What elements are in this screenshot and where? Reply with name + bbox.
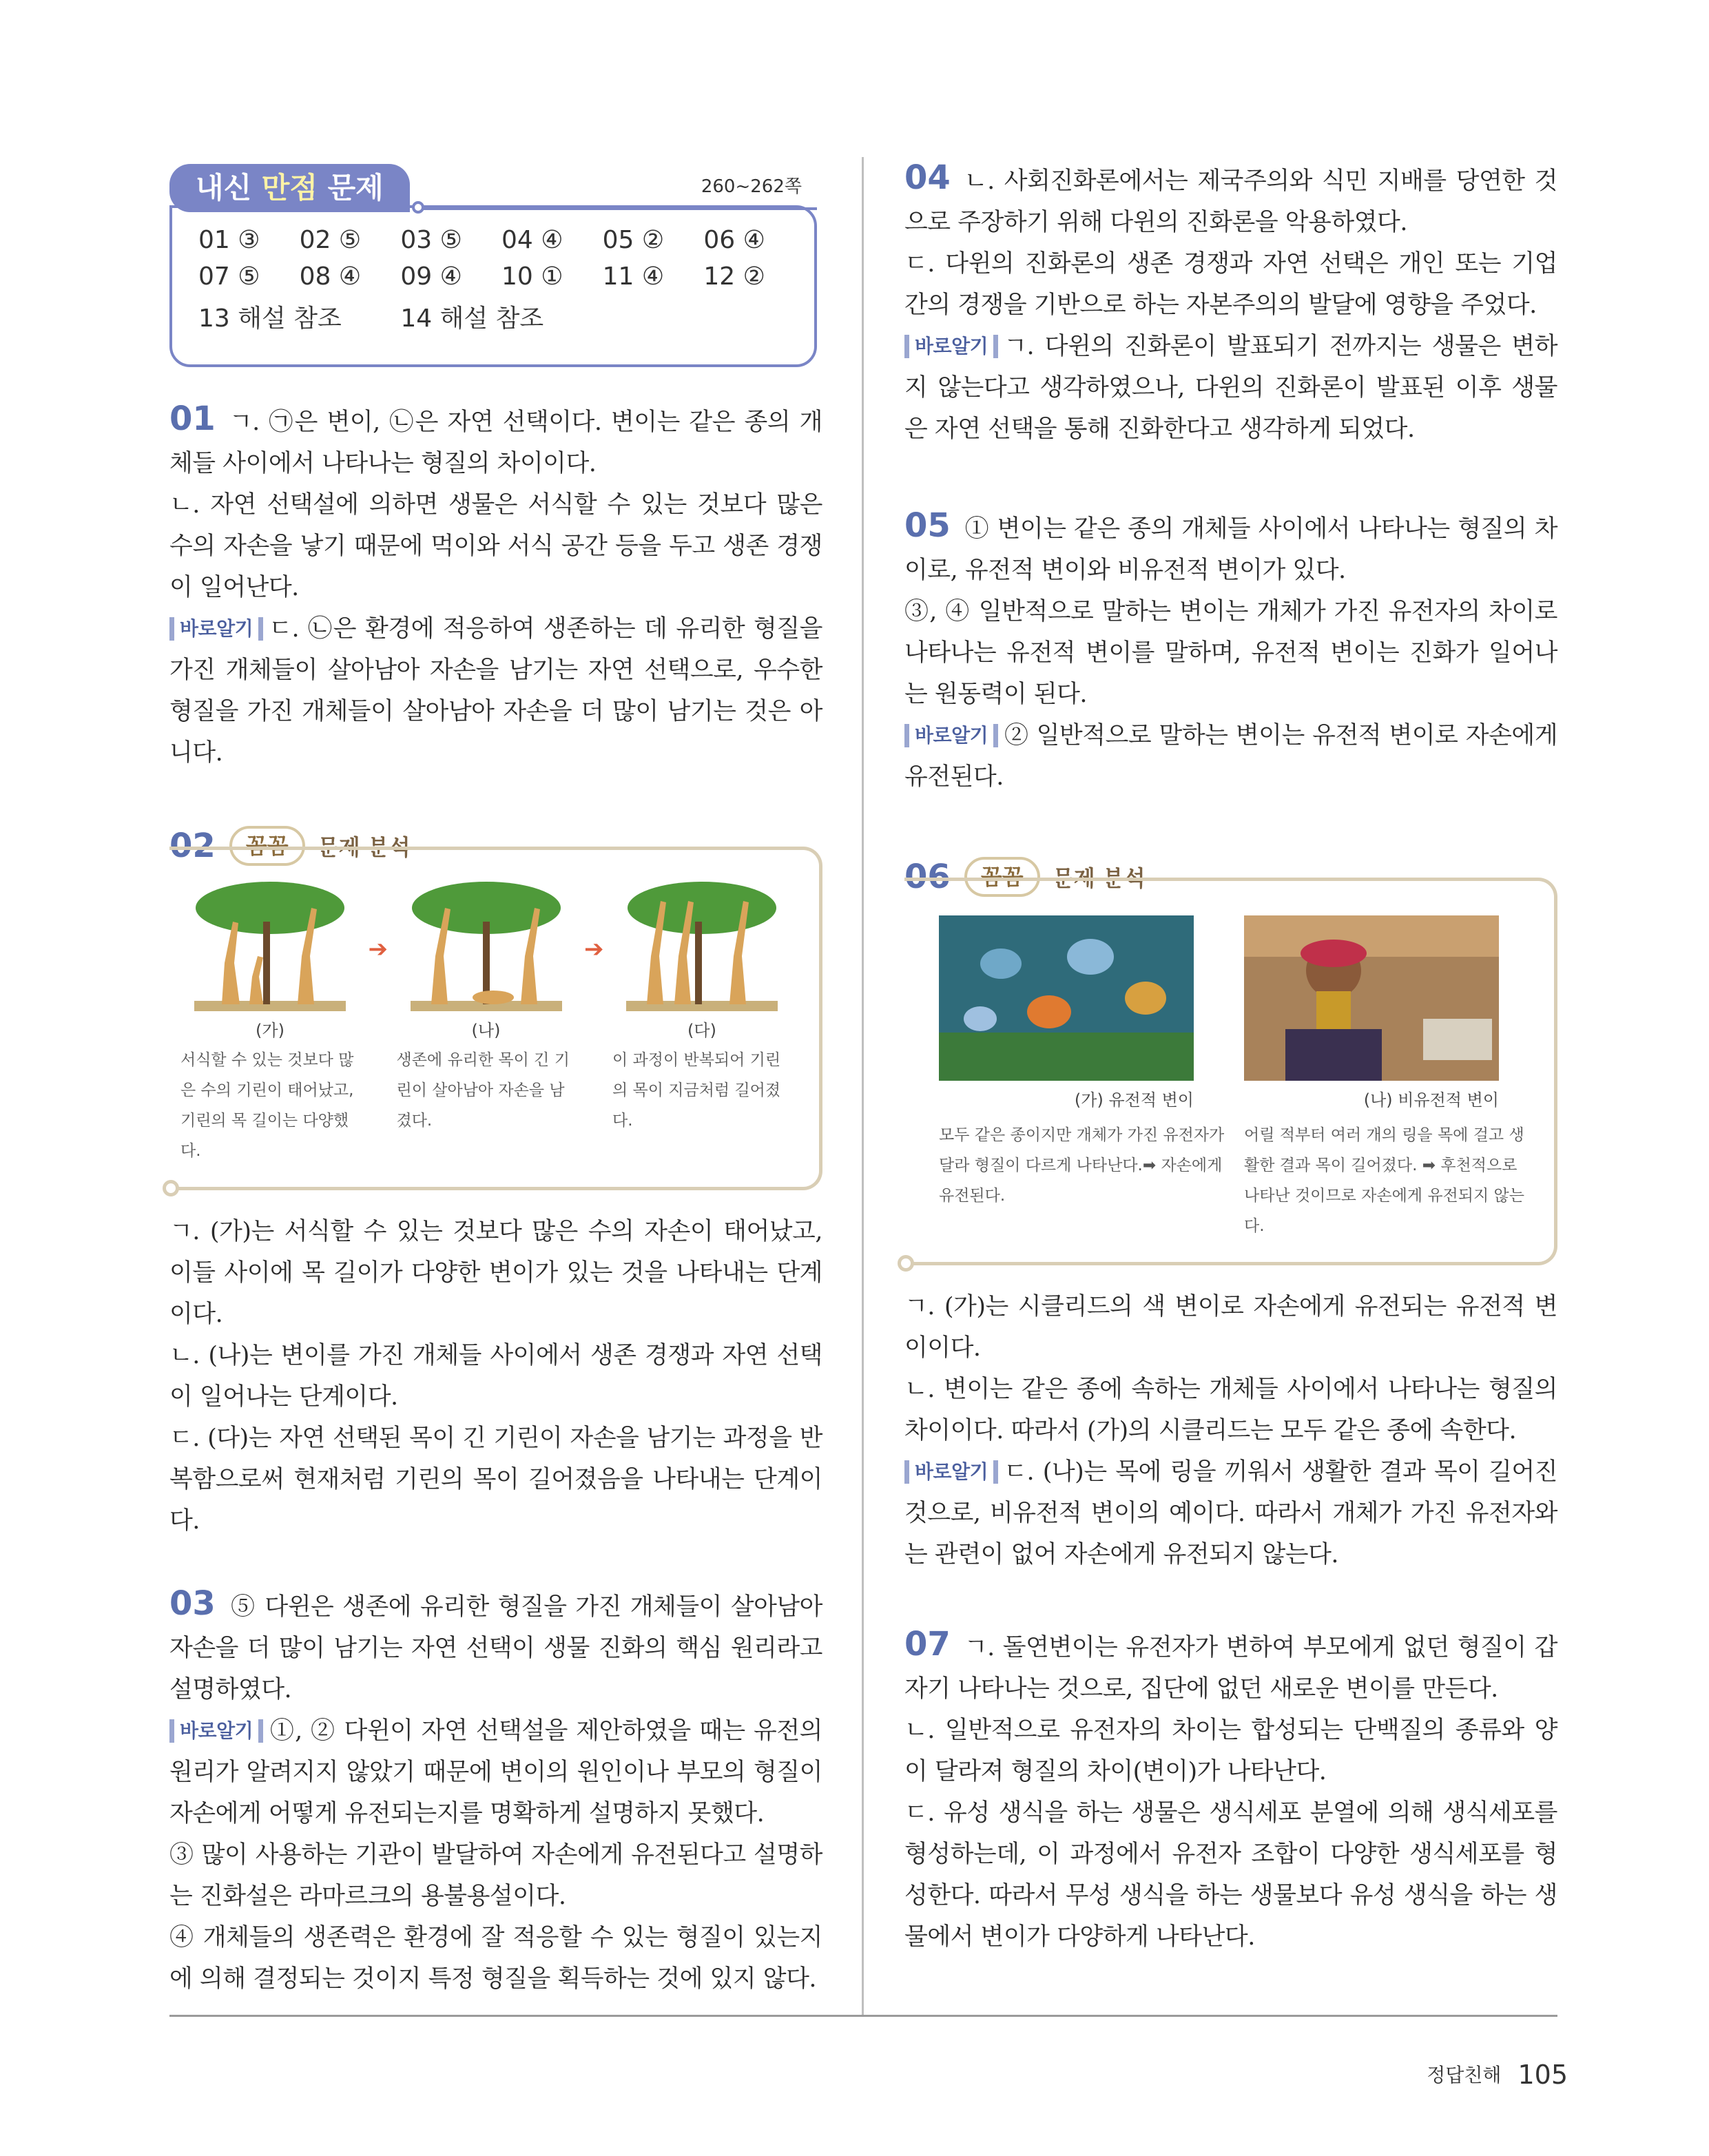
baro-label: 바로알기 — [169, 1719, 263, 1743]
left-column — [169, 157, 822, 2041]
stage-na — [397, 880, 576, 1166]
answer-summary-box — [169, 157, 822, 371]
answer-box-line — [417, 207, 817, 210]
question-06 — [904, 853, 1557, 1575]
explanation-paragraph: ③, ④ 일반적으로 말하는 변이는 개체가 가진 유전자의 차이로 나타나는 유전적 변이를 말하며, 유전적 변이는 진화가 일어나는 원동력이 된다. — [904, 598, 1557, 708]
answer-item: 13 해설 참조 — [198, 304, 342, 333]
text: ㄱ. 돌연변이는 유전자가 변하여 부모에게 없던 형질이 갑자기 나타나는 것으로, 집단에 없던 새로운 변이를 만든다. — [904, 1634, 1557, 1703]
question-number: 05 — [904, 506, 951, 545]
analysis-badge: 꼼꼼 — [229, 826, 305, 866]
baro-label: 바로알기 — [169, 617, 263, 641]
analysis-badge: 꼼꼼 — [964, 857, 1040, 897]
text: ㄱ. ㉠은 변이, ㉡은 자연 선택이다. 변이는 같은 종의 개체들 사이에서 나타나는 형질의 차이이다. — [169, 408, 822, 477]
arrow-icon: ➔ — [584, 935, 604, 963]
title-part: 내신 — [196, 171, 252, 205]
analysis-title: 문제 분석 — [1052, 865, 1146, 891]
answer-item: 09 ④ — [400, 262, 462, 291]
explanation-paragraph: ㄷ. (다)는 자연 선택된 목이 긴 기린이 자손을 남기는 과정을 반복함으로써 현재처럼 기린의 목이 길어졌음을 나타내는 단계이다. — [169, 1424, 822, 1535]
photo-label: (가) 유전적 변이 — [1074, 1090, 1194, 1110]
question-04 — [904, 157, 1557, 450]
explanation-paragraph — [904, 157, 1557, 243]
variation-photos — [904, 915, 1554, 1241]
column-divider — [862, 157, 864, 2017]
explanation-paragraph: ㄴ. 일반적으로 유전자의 차이는 합성되는 단백질의 종류와 양이 달라져 형질의 차이(변이)가 나타난다. — [904, 1717, 1557, 1785]
explanation-paragraph: ㄷ. 유성 생식을 하는 생물은 생식세포 분열에 의해 생식세포를 형성하는데, 이 과정에서 유전자 조합이 다양한 생식세포를 형성한다. 따라서 무성 생식을 하는 생물보다 유성 생식을 하는 생물에서 변이가 다양하게 나타난다. — [904, 1799, 1557, 1951]
photo-label: (나) 비유전적 변이 — [1363, 1090, 1499, 1110]
explanation-paragraph — [904, 326, 1557, 450]
question-number: 06 — [904, 858, 951, 896]
question-number: 04 — [904, 158, 951, 197]
baro-label: 바로알기 — [904, 1460, 998, 1484]
explanation-paragraph: ㄴ. (나)는 변이를 가진 개체들 사이에서 생존 경쟁과 자연 선택이 일어나는 단계이다. — [169, 1342, 822, 1411]
question-number: 03 — [169, 1584, 216, 1623]
explanation-paragraph: ㄴ. 자연 선택설에 의하면 생물은 서식할 수 있는 것보다 많은 수의 자손을 낳기 때문에 먹이와 서식 공간 등을 두고 생존 경쟁이 일어난다. — [169, 491, 822, 601]
stage-description: 서식할 수 있는 것보다 많은 수의 기린이 태어났고, 기린의 목 길이는 다양했다. — [180, 1051, 354, 1160]
explanation-paragraph — [904, 1624, 1557, 1710]
explanation-paragraph — [904, 1451, 1557, 1575]
question-07 — [904, 1624, 1557, 1958]
answer-box-dot — [412, 201, 424, 214]
text: ㄷ. (나)는 목에 링을 끼워서 생활한 결과 목이 길어진 것으로, 비유전적 변이의 예이다. 따라서 개체가 가진 유전자와는 관련이 없어 자손에게 유전되지 않는다. — [904, 1458, 1557, 1568]
answer-item: 02 ⑤ — [299, 226, 362, 254]
explanation-paragraph: ③ 많이 사용하는 기관이 발달하여 자손에게 유전된다고 설명하는 진화설은 라마르크의 용불용설이다. — [169, 1841, 822, 1910]
answer-item: 03 ⑤ — [400, 226, 462, 254]
stage-description: 이 과정이 반복되어 기린의 목이 지금처럼 길어졌다. — [612, 1051, 781, 1130]
footer-label: 정답친해 — [1427, 2064, 1502, 2086]
answer-item: 04 ④ — [501, 226, 563, 254]
text: ① 변이는 같은 종의 개체들 사이에서 나타나는 형질의 차이로, 유전적 변이와 비유전적 변이가 있다. — [904, 515, 1557, 584]
stage-da — [612, 880, 791, 1166]
right-column — [904, 157, 1557, 1999]
giraffe-illustration — [626, 880, 778, 1011]
question-02 — [169, 822, 822, 1542]
explanation-paragraph — [904, 715, 1557, 798]
fish-photo — [939, 915, 1194, 1081]
text: ⑤ 다윈은 생존에 유리한 형질을 가진 개체들이 살아남아 자손을 더 많이 남기는 자연 선택이 생물 진화의 핵심 원리라고 설명하였다. — [169, 1593, 822, 1703]
answer-item: 07 ⑤ — [198, 262, 260, 291]
answer-item: 12 ② — [703, 262, 765, 291]
answer-item: 01 ③ — [198, 226, 260, 254]
answer-item: 06 ④ — [703, 226, 765, 254]
explanation-paragraph — [169, 608, 822, 774]
answer-item: 14 해설 참조 — [400, 304, 544, 333]
photo-nongenetic — [1244, 915, 1533, 1241]
text: ② 일반적으로 말하는 변이는 유전적 변이로 자손에게 유전된다. — [904, 722, 1557, 791]
arrow-icon: ➔ — [368, 935, 388, 963]
stage-label: (가) — [256, 1021, 284, 1040]
giraffe-illustration — [194, 880, 346, 1011]
question-01 — [169, 398, 822, 774]
explanation-paragraph: ㄷ. 다윈의 진화론의 생존 경쟁과 자연 선택은 개인 또는 기업 간의 경쟁을 기반으로 하는 자본주의의 발달에 영향을 주었다. — [904, 250, 1557, 319]
answer-grid — [198, 226, 805, 334]
question-number: 01 — [169, 400, 216, 438]
title-part: 문제 — [327, 171, 384, 205]
page-footer — [1427, 2060, 1568, 2090]
analysis-title: 문제 분석 — [317, 834, 411, 860]
stage-description: 생존에 유리한 목이 긴 기린이 살아남아 자손을 남겼다. — [396, 1051, 570, 1130]
text: ①, ② 다윈이 자연 선택설을 제안하였을 때는 유전의 원리가 알려지지 않았기 때문에 변이의 원인이나 부모의 형질이 자손에게 어떻게 유전되는지를 명확하게 설명하지 못했다. — [169, 1717, 822, 1827]
baro-label: 바로알기 — [904, 724, 998, 747]
question-number: 07 — [904, 1625, 951, 1663]
answer-item: 10 ① — [501, 262, 563, 291]
explanation-paragraph — [169, 1710, 822, 1834]
question-05 — [904, 505, 1557, 798]
photo-genetic — [939, 915, 1228, 1241]
photo-description: 어릴 적부터 여러 개의 링을 목에 걸고 생활한 결과 목이 길어졌다. ➡ 후천적으로 나타난 것이므로 자손에게 유전되지 않는다. — [1244, 1126, 1524, 1235]
neck-ring-photo — [1244, 915, 1499, 1081]
analysis-box-dot — [898, 1255, 914, 1272]
stage-label: (다) — [687, 1021, 716, 1040]
stage-ga — [180, 880, 360, 1166]
answer-item: 05 ② — [602, 226, 665, 254]
analysis-box — [904, 878, 1557, 1265]
text: ㄱ. 다윈의 진화론이 발표되기 전까지는 생물은 변하지 않는다고 생각하였으나, 다윈의 진화론이 발표된 이후 생물은 자연 선택을 통해 진화한다고 생각하게 되었다. — [904, 333, 1557, 443]
question-number: 02 — [169, 827, 216, 865]
photo-description: 모두 같은 종이지만 개체가 가진 유전자가 달라 형질이 다르게 나타난다.➡ 자손에게 유전된다. — [939, 1126, 1225, 1205]
analysis-box — [169, 847, 822, 1190]
giraffe-illustration — [411, 880, 562, 1011]
answer-item: 11 ④ — [602, 262, 665, 291]
giraffe-stages — [169, 880, 819, 1166]
explanation-paragraph — [904, 505, 1557, 591]
question-03 — [169, 1583, 822, 2000]
explanation-paragraph — [169, 398, 822, 484]
text: ㄴ. 사회진화론에서는 제국주의와 식민 지배를 당연한 것으로 주장하기 위해 다윈의 진화론을 악용하였다. — [904, 167, 1557, 236]
stage-label: (나) — [471, 1021, 501, 1040]
analysis-box-dot — [163, 1180, 179, 1196]
explanation-paragraph: ㄴ. 변이는 같은 종에 속하는 개체들 사이에서 나타나는 형질의 차이이다. 따라서 (가)의 시클리드는 모두 같은 종에 속한다. — [904, 1376, 1557, 1444]
page-range: 260~262쪽 — [701, 176, 802, 197]
explanation-paragraph — [169, 1583, 822, 1710]
title-part: 만점 — [261, 171, 318, 205]
explanation-paragraph: ④ 개체들의 생존력은 환경에 잘 적응할 수 있는 형질이 있는지에 의해 결정되는 것이지 특정 형질을 획득하는 것에 있지 않다. — [169, 1924, 822, 1993]
text: ㄷ. ㉡은 환경에 적응하여 생존하는 데 유리한 형질을 가진 개체들이 살아남아 자손을 남기는 자연 선택으로, 우수한 형질을 가진 개체들이 살아남아 자손을 더 많이 남기는 것은 아니다. — [169, 615, 822, 767]
explanation-paragraph: ㄱ. (가)는 서식할 수 있는 것보다 많은 수의 자손이 태어났고, 이들 사이에 목 길이가 다양한 변이가 있는 것을 나타내는 단계이다. — [169, 1218, 822, 1328]
explanation-paragraph: ㄱ. (가)는 시클리드의 색 변이로 자손에게 유전되는 유전적 변이이다. — [904, 1293, 1557, 1362]
baro-label: 바로알기 — [904, 335, 998, 358]
page-number: 105 — [1518, 2060, 1568, 2090]
answer-item: 08 ④ — [299, 262, 362, 291]
